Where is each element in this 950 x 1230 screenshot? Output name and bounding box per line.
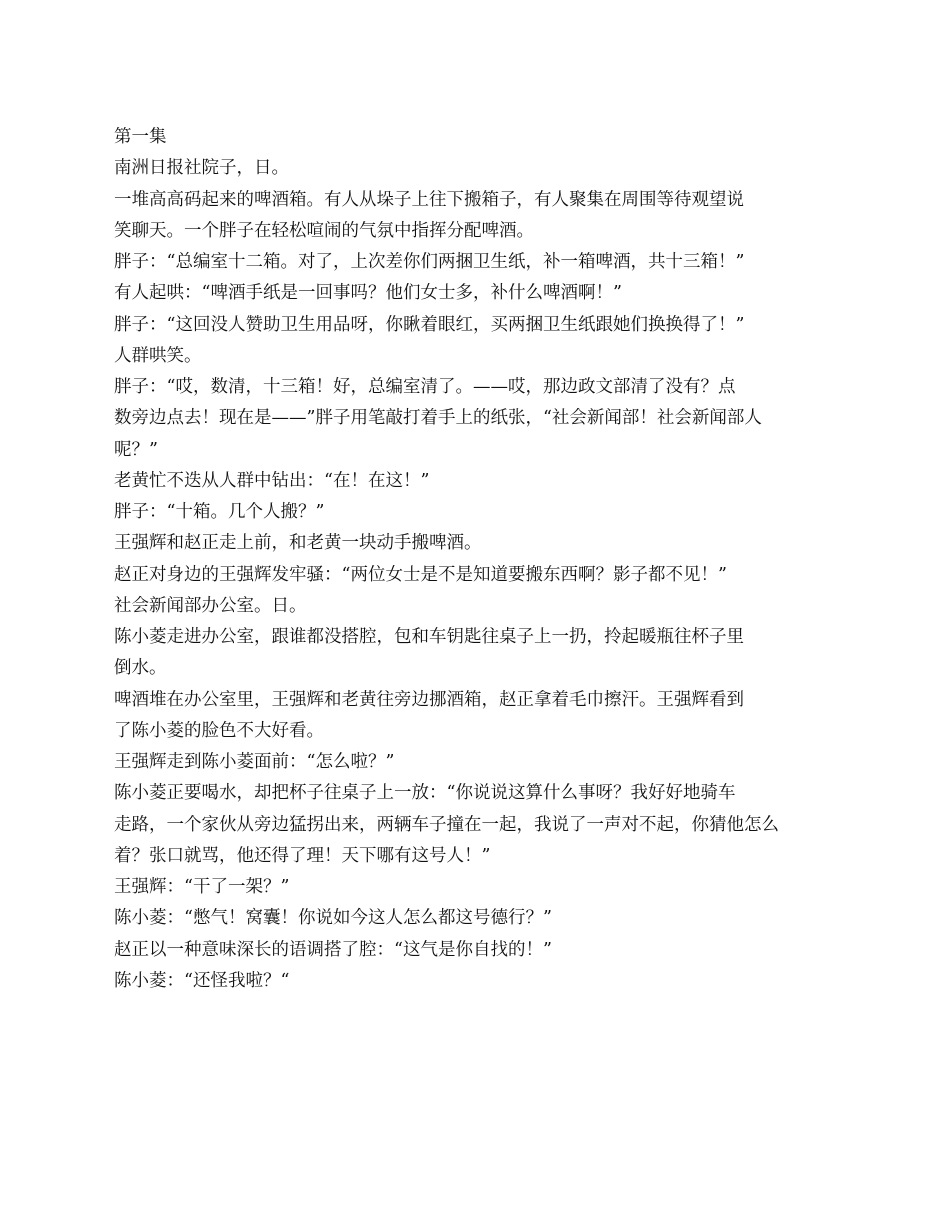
paragraph-line: 有人起哄：“啤酒手纸是一回事吗？他们女士多，补什么啤酒啊！” (114, 283, 622, 304)
paragraph-line: 胖子：“哎，数清，十三箱！好，总编室清了。——哎，那边政文部清了没有？点 (114, 377, 736, 397)
paragraph-line: 着？张口就骂，他还得了理！天下哪有这号人！” (114, 845, 491, 866)
paragraph-line: 老黄忙不迭从人群中钻出：“在！在这！” (114, 470, 430, 491)
paragraph-line: 陈小菱正要喝水，却把杯子往桌子上一放：“你说说这算什么事呀？我好好地骑车 (114, 783, 736, 804)
paragraph-line: 了陈小菱的脸色不大好看。 (114, 720, 324, 741)
paragraph-line: 啤酒堆在办公室里，王强辉和老黄往旁边挪酒箱，赵正拿着毛巾擦汗。王强辉看到 (114, 689, 744, 710)
paragraph-line: 笑聊天。一个胖子在轻松喧闹的气氛中指挥分配啤酒。 (114, 220, 534, 241)
paragraph-line: 赵正对身边的王强辉发牢骚：“两位女士是不是知道要搬东西啊？影子都不见！” (114, 564, 727, 585)
paragraph-line: 倒水。 (114, 658, 167, 679)
paragraph-line: 王强辉和赵正走上前，和老黄一块动手搬啤酒。 (114, 533, 482, 554)
paragraph-line: 赵正以一种意味深长的语调搭了腔：“这气是你自找的！” (114, 939, 552, 960)
episode-heading: 第一集 (114, 127, 167, 147)
paragraph-line: 胖子：“十箱。几个人搬？” (114, 502, 325, 522)
paragraph-line: 呢？” (114, 439, 158, 460)
paragraph-line: 陈小菱：“憋气！窝囊！你说如今这人怎么都这号德行？” (114, 908, 552, 929)
paragraph-line: 一堆高高码起来的啤酒箱。有人从垛子上往下搬箱子，有人聚集在周围等待观望说 (114, 189, 744, 210)
paragraph-line: 胖子：“总编室十二箱。对了，上次差你们两捆卫生纸，补一箱啤酒，共十三箱！” (114, 252, 745, 272)
paragraph-line: 陈小菱走进办公室，跟谁都没搭腔，包和车钥匙往桌子上一扔，拎起暖瓶往杯子里 (114, 627, 744, 647)
paragraph-line: 陈小菱：“还怪我啦？“ (114, 970, 290, 991)
paragraph-line: 数旁边点去！现在是——”胖子用笔敲打着手上的纸张，“社会新闻部！社会新闻部人 (114, 408, 762, 429)
paragraph-line: 人群哄笑。 (114, 345, 202, 366)
script-text-block (114, 122, 834, 997)
paragraph-line: 胖子：“这回没人赞助卫生用品呀，你瞅着眼红，买两捆卫生纸跟她们换换得了！” (114, 314, 745, 335)
paragraph-line: 走路，一个家伙从旁边猛拐出来，两辆车子撞在一起，我说了一声对不起，你猜他怎么 (114, 814, 779, 835)
scene-heading: 社会新闻部办公室。日。 (114, 595, 307, 616)
scene-heading: 南洲日报社院子，日。 (114, 158, 289, 179)
paragraph-line: 王强辉走到陈小菱面前：“怎么啦？” (114, 752, 395, 772)
paragraph-line: 王强辉：“干了一架？” (114, 877, 290, 897)
